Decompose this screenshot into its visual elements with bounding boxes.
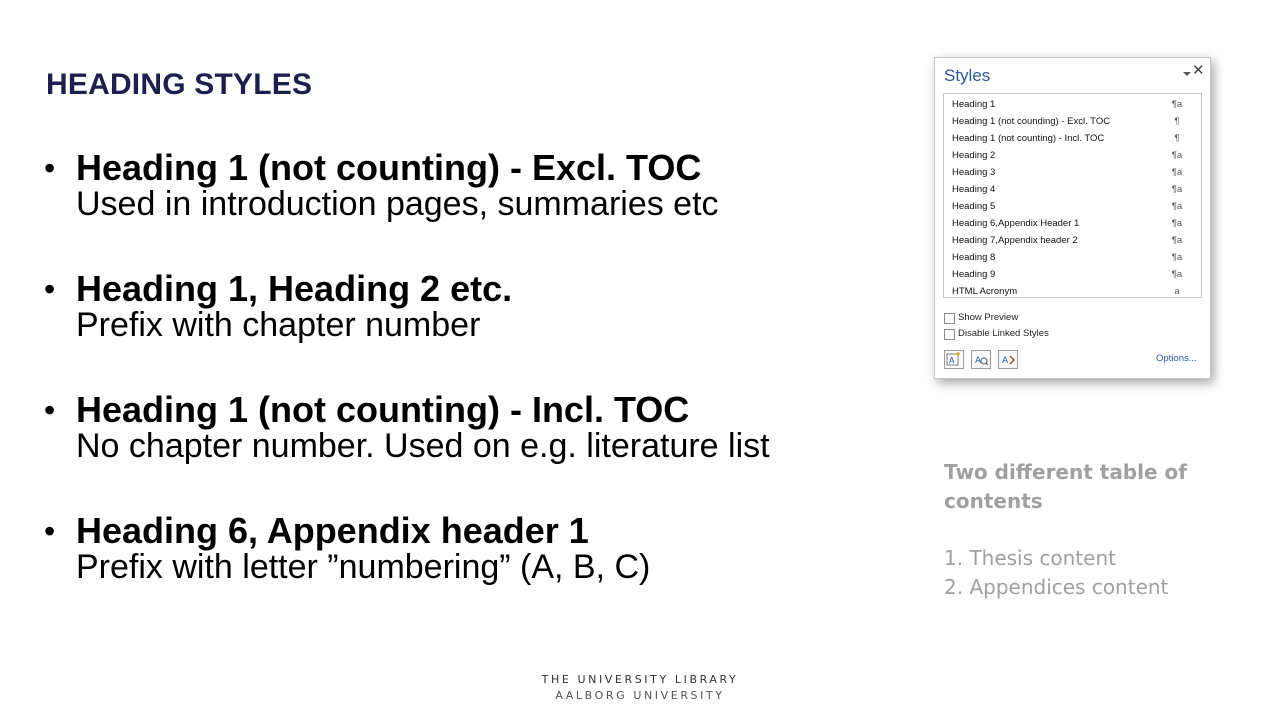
checkbox-box[interactable] [944, 329, 955, 340]
manage-styles-button[interactable] [998, 350, 1018, 369]
manage-styles-icon [1000, 352, 1016, 367]
bullet-description: Prefix with chapter number [76, 306, 481, 344]
style-item-label: Heading 1 [952, 99, 996, 110]
style-item-heading-2[interactable] [944, 147, 1201, 164]
linked-style-icon: ¶a [1171, 235, 1183, 246]
checkbox-box[interactable] [944, 313, 955, 324]
bullet-heading: Heading 6, Appendix header 1 [76, 510, 589, 551]
disable-linked-styles-label: Disable Linked Styles [958, 328, 1049, 339]
style-item-label: Heading 5 [952, 201, 996, 212]
side-note-item: 1. Thesis content [944, 546, 1116, 570]
svg-text:A: A [1002, 356, 1009, 366]
style-inspector-button[interactable] [971, 350, 991, 369]
style-inspector-icon [973, 352, 989, 367]
style-item-label: Heading 1 (not counting) - Incl. TOC [952, 133, 1105, 144]
new-style-icon [946, 352, 962, 367]
bullet-description: Prefix with letter ”numbering” (A, B, C) [76, 548, 651, 586]
style-item-heading-6-appendix-header-1[interactable] [944, 215, 1201, 232]
linked-style-icon: ¶a [1171, 218, 1183, 229]
style-item-heading-4[interactable] [944, 181, 1201, 198]
footer-university-name: AALBORG UNIVERSITY [555, 689, 725, 702]
bullet-icon: • [44, 513, 56, 549]
linked-style-icon: ¶a [1171, 184, 1183, 195]
bullet-icon: • [44, 271, 56, 307]
style-item-heading-3[interactable] [944, 164, 1201, 181]
style-item-label: Heading 8 [952, 252, 996, 263]
style-list [943, 93, 1202, 298]
style-item-html-acronym[interactable] [944, 283, 1201, 300]
linked-style-icon: ¶a [1171, 99, 1183, 110]
bullet-icon: • [44, 150, 56, 186]
bullet-description: No chapter number. Used on e.g. literature list [76, 427, 770, 465]
style-item-label: Heading 4 [952, 184, 996, 195]
linked-style-icon: ¶a [1171, 269, 1183, 280]
style-item-label: Heading 9 [952, 269, 996, 280]
style-item-heading-5[interactable] [944, 198, 1201, 215]
styles-pane-title: Styles [944, 66, 991, 85]
style-item-label: HTML Acronym [952, 286, 1018, 297]
style-item-heading-8[interactable] [944, 249, 1201, 266]
style-item-label: Heading 2 [952, 150, 996, 161]
paragraph-style-icon: ¶ [1174, 133, 1180, 144]
footer-library-name: THE UNIVERSITY LIBRARY [541, 673, 739, 686]
style-item-heading-7-appendix-header-2[interactable] [944, 232, 1201, 249]
style-item-label: Heading 1 (not counding) - Excl. TOC [952, 116, 1111, 127]
show-preview-label: Show Preview [958, 312, 1019, 323]
style-item-heading-1-excl-toc[interactable] [944, 113, 1201, 130]
new-style-button[interactable] [944, 350, 964, 369]
side-note-item: 2. Appendices content [944, 575, 1169, 599]
slide-title: HEADING STYLES [46, 68, 313, 101]
style-item-label: Heading 7,Appendix header 2 [952, 235, 1078, 246]
style-item-heading-9[interactable] [944, 266, 1201, 283]
bullet-heading: Heading 1 (not counting) - Excl. TOC [76, 147, 702, 188]
linked-style-icon: ¶a [1171, 167, 1183, 178]
bullet-heading: Heading 1, Heading 2 etc. [76, 268, 513, 309]
styles-pane [934, 57, 1211, 379]
style-item-heading-1-incl-toc[interactable] [944, 130, 1201, 147]
character-style-icon: a [1174, 286, 1180, 297]
close-icon[interactable]: ✕ [1192, 62, 1205, 79]
style-item-heading-1[interactable] [944, 96, 1201, 113]
paragraph-style-icon: ¶ [1174, 116, 1180, 127]
linked-style-icon: ¶a [1171, 252, 1183, 263]
svg-text:A: A [975, 356, 982, 366]
side-note-heading: Two different table of contents [944, 460, 1187, 513]
style-item-label: Heading 3 [952, 167, 996, 178]
bullet-description: Used in introduction pages, summaries etc [76, 185, 719, 223]
options-link[interactable]: Options... [1156, 353, 1197, 364]
bullet-icon: • [44, 392, 56, 428]
svg-text:A: A [949, 356, 955, 365]
linked-style-icon: ¶a [1171, 150, 1183, 161]
linked-style-icon: ¶a [1171, 201, 1183, 212]
style-item-label: Heading 6,Appendix Header 1 [952, 218, 1080, 229]
bullet-heading: Heading 1 (not counting) - Incl. TOC [76, 389, 690, 430]
